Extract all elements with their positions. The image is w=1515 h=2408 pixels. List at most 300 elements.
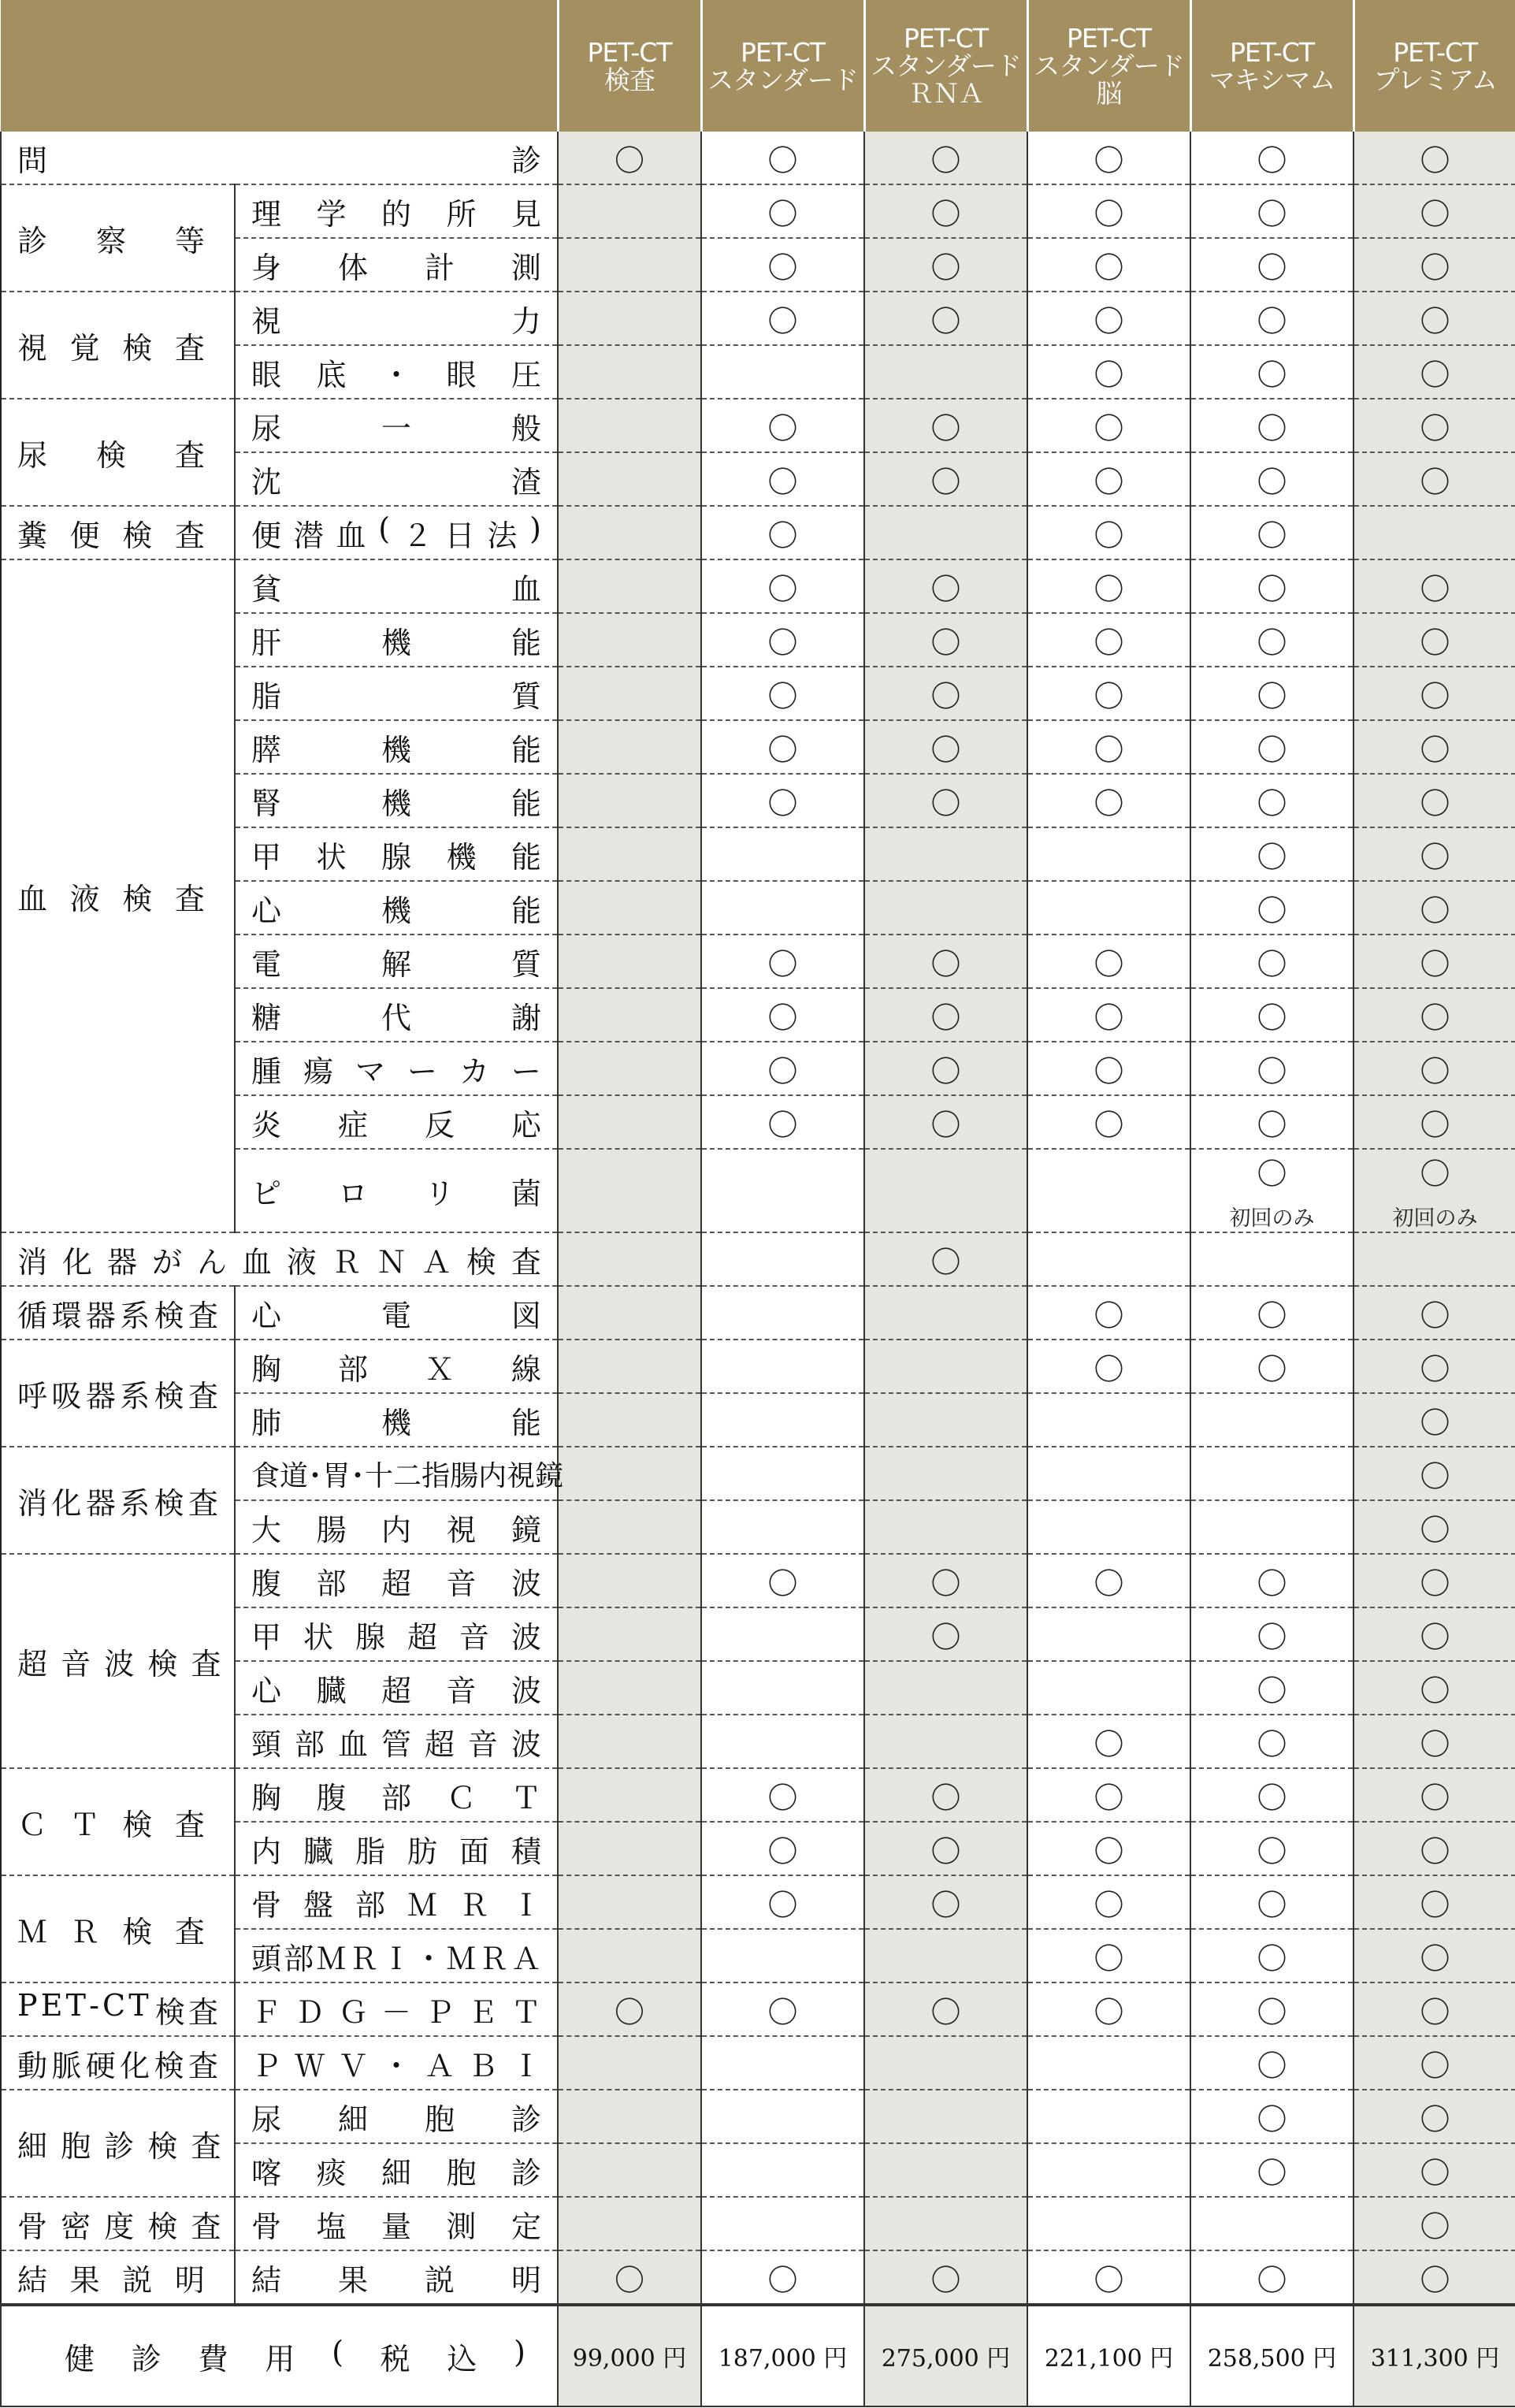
mark-cell	[864, 1149, 1027, 1232]
item-label-text: 結 果 説 明	[251, 2262, 541, 2298]
mark-cell	[1190, 1607, 1353, 1661]
circle-mark-icon: 〇	[1257, 303, 1287, 339]
circle-mark-icon: 〇	[1257, 1157, 1287, 1191]
mark-cell	[864, 506, 1027, 559]
circle-mark-icon: 〇	[1420, 1054, 1450, 1089]
mark-cell	[1190, 399, 1353, 452]
mark-cell	[1027, 613, 1190, 667]
circle-mark-icon: 〇	[767, 571, 798, 607]
circle-mark-icon: 〇	[930, 678, 961, 714]
mark-cell	[864, 2197, 1027, 2250]
mark-cell	[558, 1554, 701, 1607]
circle-mark-icon: 〇	[930, 732, 961, 767]
table-row	[1, 1554, 1515, 1607]
circle-mark-icon: 〇	[930, 1000, 961, 1035]
table-row	[1, 1340, 1515, 1393]
mark-cell	[558, 1149, 701, 1232]
circle-mark-icon: 〇	[767, 946, 798, 982]
item-label-text: 甲 状 腺 超 音 波	[251, 1619, 541, 1655]
circle-mark-icon: 〇	[930, 1994, 961, 2030]
circle-mark-icon: 〇	[930, 1244, 961, 1280]
row-label-text	[17, 136, 541, 180]
mark-cell	[558, 827, 701, 881]
mark-cell	[1027, 720, 1190, 774]
circle-mark-icon: 〇	[767, 1107, 798, 1143]
mark-cell	[864, 1768, 1027, 1822]
mark-cell	[701, 1447, 864, 1500]
mark-cell	[701, 1393, 864, 1447]
mark-cell	[864, 827, 1027, 881]
circle-mark-icon: 〇	[1257, 946, 1287, 982]
mark-cell	[558, 1340, 701, 1393]
mark-cell	[701, 1983, 864, 2036]
circle-mark-icon: 〇	[1257, 1994, 1287, 2030]
mark-cell	[1027, 559, 1190, 613]
mark-cell	[1027, 1232, 1190, 1286]
mark-cell	[864, 1042, 1027, 1095]
mark-cell	[701, 1715, 864, 1768]
mark-cell	[1027, 881, 1190, 935]
circle-mark-icon: 〇	[1094, 1726, 1124, 1762]
circle-mark-icon: 〇	[1094, 625, 1124, 660]
group-label-text: 循 環 器 系 検 査	[17, 1298, 218, 1333]
circle-mark-icon: 〇	[1420, 2155, 1450, 2191]
item-label	[235, 1447, 564, 1500]
circle-mark-icon: 〇	[1257, 1834, 1287, 1869]
circle-mark-icon: 〇	[614, 2262, 644, 2298]
item-label-text: 甲 状 腺 機 能	[251, 839, 541, 875]
circle-mark-icon: 〇	[1257, 1566, 1287, 1601]
mark-cell	[558, 238, 701, 292]
mark-cell	[701, 399, 864, 452]
group-label-text: Ｃ Ｔ 検 査	[17, 1807, 218, 1842]
circle-mark-icon: 〇	[1257, 1941, 1287, 1976]
mark-cell	[864, 132, 1027, 184]
circle-mark-icon: 〇	[1094, 1107, 1124, 1143]
mark-cell	[558, 1929, 701, 1983]
item-label	[235, 1340, 558, 1393]
item-label	[235, 1149, 558, 1232]
price-cell: 311,300 円	[1353, 2305, 1515, 2406]
mark-cell	[701, 2143, 864, 2197]
col-header-premium: PET-CT プレミアム	[1353, 0, 1515, 132]
circle-mark-icon: 〇	[767, 1780, 798, 1815]
table-row	[1, 559, 1515, 613]
header-corner	[1, 0, 558, 132]
circle-mark-icon: 〇	[1420, 357, 1450, 392]
item-label-text: 尿 細 胞 診	[251, 2101, 541, 2137]
mark-cell	[1027, 1661, 1190, 1715]
circle-mark-icon: 〇	[1094, 786, 1124, 821]
mark-cell	[864, 1983, 1027, 2036]
item-label	[235, 827, 558, 881]
circle-mark-icon: 〇	[1257, 1673, 1287, 1708]
circle-mark-icon: 〇	[1094, 1298, 1124, 1333]
mark-cell	[558, 1983, 701, 2036]
circle-mark-icon: 〇	[1094, 1054, 1124, 1089]
circle-mark-icon: 〇	[1420, 678, 1450, 714]
mark-cell	[558, 399, 701, 452]
circle-mark-icon: 〇	[930, 1054, 961, 1089]
circle-mark-icon: 〇	[1094, 1834, 1124, 1869]
mark-cell	[1353, 345, 1515, 399]
mark-cell	[1353, 720, 1515, 774]
circle-mark-icon: 〇	[1257, 571, 1287, 607]
item-label-text: 理 学 的 所 見	[251, 196, 541, 232]
mark-cell	[558, 1607, 701, 1661]
table-row	[1, 132, 1515, 184]
circle-mark-icon: 〇	[930, 1887, 961, 1923]
circle-mark-icon: 〇	[1420, 1726, 1450, 1762]
circle-mark-icon: 〇	[767, 1887, 798, 1923]
group-label-text: 糞 便 検 査	[17, 518, 218, 553]
item-label	[235, 1607, 558, 1661]
mark-cell	[1190, 1875, 1353, 1929]
item-label	[235, 2090, 558, 2143]
mark-cell	[864, 1929, 1027, 1983]
mark-cell	[1353, 2090, 1515, 2143]
mark-cell	[1353, 452, 1515, 506]
mark-cell	[1353, 1232, 1515, 1286]
mark-cell	[1027, 1393, 1190, 1447]
circle-mark-icon: 〇	[1094, 1887, 1124, 1923]
group-label: 消 化 器 が ん 血 液 Ｒ Ｎ Ａ 検 査	[17, 1244, 541, 1280]
mark-cell	[701, 506, 864, 559]
mark-cell	[1027, 1768, 1190, 1822]
circle-mark-icon: 〇	[1257, 1107, 1287, 1143]
mark-cell	[558, 988, 701, 1042]
group-label-text: 結 果 説 明	[17, 2262, 218, 2298]
mark-cell	[701, 132, 864, 184]
item-label-text: 沈 渣	[251, 464, 541, 500]
mark-cell	[1027, 2250, 1190, 2305]
col-header-standard: PET-CT スタンダード	[701, 0, 864, 132]
mark-cell	[701, 774, 864, 827]
item-label	[235, 1822, 558, 1875]
table-row	[1, 506, 1515, 559]
circle-mark-icon: 〇	[1420, 839, 1450, 875]
group-label-text: P E T - C T 検 査	[17, 1987, 218, 2030]
mark-cell	[864, 345, 1027, 399]
circle-mark-icon: 〇	[767, 1054, 798, 1089]
mark-cell	[1190, 1286, 1353, 1340]
group-label-text: 血 液 検 査	[17, 881, 218, 916]
mark-cell	[1190, 345, 1353, 399]
mark-cell	[701, 1286, 864, 1340]
mark-cell	[701, 1500, 864, 1554]
mark-cell	[1353, 559, 1515, 613]
mark-cell	[864, 935, 1027, 988]
circle-mark-icon: 〇	[1420, 303, 1450, 339]
mark-cell	[1353, 1929, 1515, 1983]
mark-cell	[864, 720, 1027, 774]
group-label	[1, 1768, 235, 1875]
circle-mark-icon: 〇	[1257, 1000, 1287, 1035]
circle-mark-icon: 〇	[1420, 1405, 1450, 1440]
table-row	[1, 1232, 1515, 1286]
mark-cell	[864, 1340, 1027, 1393]
exam-rows	[1, 132, 1515, 2406]
circle-mark-icon: 〇	[767, 303, 798, 339]
circle-mark-icon: 〇	[767, 464, 798, 500]
circle-mark-icon: 〇	[1420, 625, 1450, 660]
mark-cell	[1190, 2197, 1353, 2250]
mark-cell	[558, 1095, 701, 1149]
circle-mark-icon: 〇	[1257, 518, 1287, 553]
item-label-text: 喀 痰 細 胞 診	[251, 2155, 541, 2191]
mark-cell	[1190, 613, 1353, 667]
table-row	[1, 184, 1515, 238]
group-label	[1, 2197, 235, 2250]
mark-cell	[864, 1500, 1027, 1554]
mark-cell	[1190, 2250, 1353, 2305]
circle-mark-icon: 〇	[1094, 1000, 1124, 1035]
circle-mark-icon: 〇	[1420, 893, 1450, 928]
mark-cell	[864, 1447, 1027, 1500]
item-label-text: 肺 機 能	[251, 1405, 541, 1440]
item-label	[235, 720, 558, 774]
circle-mark-icon: 〇	[1420, 196, 1450, 232]
circle-mark-icon: 〇	[930, 571, 961, 607]
circle-mark-icon: 〇	[1420, 2101, 1450, 2137]
mark-cell	[1027, 1042, 1190, 1095]
circle-mark-icon: 〇	[1420, 2209, 1450, 2244]
mark-cell	[864, 1661, 1027, 1715]
mark-cell	[864, 667, 1027, 720]
item-label	[235, 345, 558, 399]
price-row	[1, 2305, 1515, 2406]
mark-cell	[1353, 2250, 1515, 2305]
mark-cell	[558, 2090, 701, 2143]
circle-mark-icon: 〇	[1257, 1887, 1287, 1923]
circle-mark-icon: 〇	[1420, 1298, 1450, 1333]
group-label-text: 超 音 波 検 査	[17, 1646, 235, 1682]
circle-mark-icon: 〇	[1094, 518, 1124, 553]
mark-cell	[1027, 1875, 1190, 1929]
mark-cell	[1190, 667, 1353, 720]
mark-cell	[701, 2197, 864, 2250]
mark-cell	[1190, 1447, 1353, 1500]
mark-cell	[1027, 1715, 1190, 1768]
group-label-text: 消 化 器 系 検 査	[17, 1485, 218, 1521]
mark-cell	[1353, 1768, 1515, 1822]
item-label	[235, 1661, 558, 1715]
item-label-text: 骨 塩 量 測 定	[251, 2209, 541, 2244]
mark-cell	[1027, 1095, 1190, 1149]
item-label	[235, 2036, 558, 2090]
mark-cell	[1027, 399, 1190, 452]
group-label-text: 細 胞 診 検 査	[17, 2128, 235, 2164]
circle-mark-icon: 〇	[930, 143, 961, 178]
mark-cell	[701, 1768, 864, 1822]
mark-cell	[558, 935, 701, 988]
mark-cell	[558, 2143, 701, 2197]
circle-mark-icon: 〇	[1420, 1994, 1450, 2030]
mark-cell	[558, 1393, 701, 1447]
mark-cell	[558, 184, 701, 238]
mark-cell	[558, 1447, 701, 1500]
price-cell: 258,500 円	[1190, 2305, 1353, 2406]
circle-mark-icon: 〇	[930, 411, 961, 446]
item-label	[235, 2197, 558, 2250]
circle-mark-icon: 〇	[1420, 411, 1450, 446]
mark-cell	[864, 1554, 1027, 1607]
circle-mark-icon: 〇	[1094, 303, 1124, 339]
mark-cell	[701, 613, 864, 667]
mark-cell	[1353, 1661, 1515, 1715]
mark-cell	[701, 292, 864, 345]
circle-mark-icon: 〇	[1094, 1566, 1124, 1601]
mark-cell	[1190, 506, 1353, 559]
mark-cell	[558, 452, 701, 506]
circle-mark-icon: 〇	[1257, 1780, 1287, 1815]
price-label-text: 健 診 費 用 ( 税 込 )	[65, 2334, 525, 2376]
mark-cell	[1190, 238, 1353, 292]
mark-cell	[864, 774, 1027, 827]
mark-cell	[558, 506, 701, 559]
col-header-standard-brain: PET-CT スタンダード 脳	[1027, 0, 1190, 132]
mark-cell	[1353, 1095, 1515, 1149]
mark-cell	[864, 1393, 1027, 1447]
circle-mark-icon: 〇	[1094, 732, 1124, 767]
circle-mark-icon: 〇	[930, 625, 961, 660]
mark-cell	[1353, 827, 1515, 881]
mark-cell	[1027, 2143, 1190, 2197]
table-row	[1, 2197, 1515, 2250]
mark-cell	[1353, 132, 1515, 184]
circle-mark-icon: 〇	[1257, 1298, 1287, 1333]
item-label-text: 尿 一 般	[251, 411, 541, 446]
item-label	[235, 1875, 558, 1929]
mark-cell	[1027, 667, 1190, 720]
group-label	[1, 184, 235, 292]
circle-mark-icon: 〇	[767, 143, 798, 178]
circle-mark-icon: 〇	[767, 1834, 798, 1869]
circle-mark-icon: 〇	[1420, 1459, 1450, 1494]
circle-mark-icon: 〇	[1257, 625, 1287, 660]
mark-cell	[1190, 2090, 1353, 2143]
row-label	[1, 132, 558, 184]
item-label	[235, 2143, 558, 2197]
item-label	[235, 506, 558, 559]
mark-cell	[1353, 2197, 1515, 2250]
item-label-text: 便 潜 血 ( ２ 日 法 )	[251, 511, 541, 553]
mark-cell	[558, 1500, 701, 1554]
circle-mark-icon: 〇	[1094, 1351, 1124, 1387]
mark-cell	[701, 988, 864, 1042]
mark-cell	[1190, 1768, 1353, 1822]
price-cell: 187,000 円	[701, 2305, 864, 2406]
price-cell: 99,000 円	[558, 2305, 701, 2406]
table-row	[1, 1447, 1515, 1500]
item-label	[235, 559, 558, 613]
mark-cell	[558, 1715, 701, 1768]
mark-cell	[1353, 1340, 1515, 1393]
mark-cell	[701, 1929, 864, 1983]
item-label	[235, 1768, 558, 1822]
group-label-text: 動 脈 硬 化 検 査	[17, 2048, 218, 2083]
mark-cell	[1353, 1149, 1515, 1232]
mark-cell	[1027, 1149, 1190, 1232]
mark-cell	[701, 1554, 864, 1607]
circle-mark-icon: 〇	[930, 786, 961, 821]
group-label	[1, 1447, 235, 1554]
mark-cell	[1190, 881, 1353, 935]
mark-cell	[864, 2036, 1027, 2090]
mark-cell	[701, 1340, 864, 1393]
item-label-text: 腹 部 超 音 波	[251, 1566, 541, 1601]
table-row	[1, 399, 1515, 452]
mark-cell	[1353, 1393, 1515, 1447]
mark-cell	[1027, 988, 1190, 1042]
circle-mark-icon: 〇	[1257, 839, 1287, 875]
mark-cell	[558, 667, 701, 720]
mark-cell	[558, 2197, 701, 2250]
mark-cell	[701, 881, 864, 935]
circle-mark-icon: 〇	[1257, 732, 1287, 767]
mark-cell	[701, 2090, 864, 2143]
mark-cell	[1353, 2036, 1515, 2090]
mark-cell	[1027, 1983, 1190, 2036]
mark-cell	[558, 881, 701, 935]
mark-cell	[1027, 1340, 1190, 1393]
mark-cell	[1190, 1929, 1353, 1983]
mark-cell	[558, 1875, 701, 1929]
mark-cell	[1190, 132, 1353, 184]
mark-cell	[1190, 827, 1353, 881]
circle-mark-icon: 〇	[1420, 2262, 1450, 2298]
circle-mark-icon: 〇	[1257, 1726, 1287, 1762]
mark-cell	[1190, 988, 1353, 1042]
mark-cell	[1190, 1340, 1353, 1393]
col-header-standard-rna: PET-CT スタンダード ＲＮＡ	[864, 0, 1027, 132]
mark-cell	[558, 1768, 701, 1822]
circle-mark-icon: 〇	[1420, 250, 1450, 285]
mark-cell	[1190, 559, 1353, 613]
mark-cell	[1027, 238, 1190, 292]
mark-cell	[864, 184, 1027, 238]
mark-cell	[701, 238, 864, 292]
circle-mark-icon: 〇	[930, 946, 961, 982]
circle-mark-icon: 〇	[1094, 571, 1124, 607]
mark-cell	[558, 292, 701, 345]
circle-mark-icon: 〇	[1094, 143, 1124, 178]
item-label	[235, 292, 558, 345]
mark-cell	[1190, 184, 1353, 238]
table-row	[1, 292, 1515, 345]
circle-mark-icon: 〇	[1420, 1351, 1450, 1387]
mark-cell	[1190, 1393, 1353, 1447]
table-row	[1, 1286, 1515, 1340]
mark-cell	[1190, 1715, 1353, 1768]
group-label	[1, 506, 235, 559]
circle-mark-icon: 〇	[1257, 786, 1287, 821]
mark-cell	[1190, 2036, 1353, 2090]
circle-mark-icon: 〇	[1257, 893, 1287, 928]
mark-cell	[1027, 1554, 1190, 1607]
price-cell: 275,000 円	[864, 2305, 1027, 2406]
circle-mark-icon: 〇	[1094, 678, 1124, 714]
mark-cell	[1353, 1607, 1515, 1661]
mark-cell	[864, 1286, 1027, 1340]
mark-cell	[1353, 238, 1515, 292]
mark-cell	[701, 452, 864, 506]
table-row	[1, 1875, 1515, 1929]
price-cell: 221,100 円	[1027, 2305, 1190, 2406]
row-label	[1, 1232, 558, 1286]
item-label	[235, 988, 558, 1042]
item-label-text: Ｆ Ｄ Ｇ － Ｐ Ｅ Ｔ	[251, 1994, 541, 2030]
